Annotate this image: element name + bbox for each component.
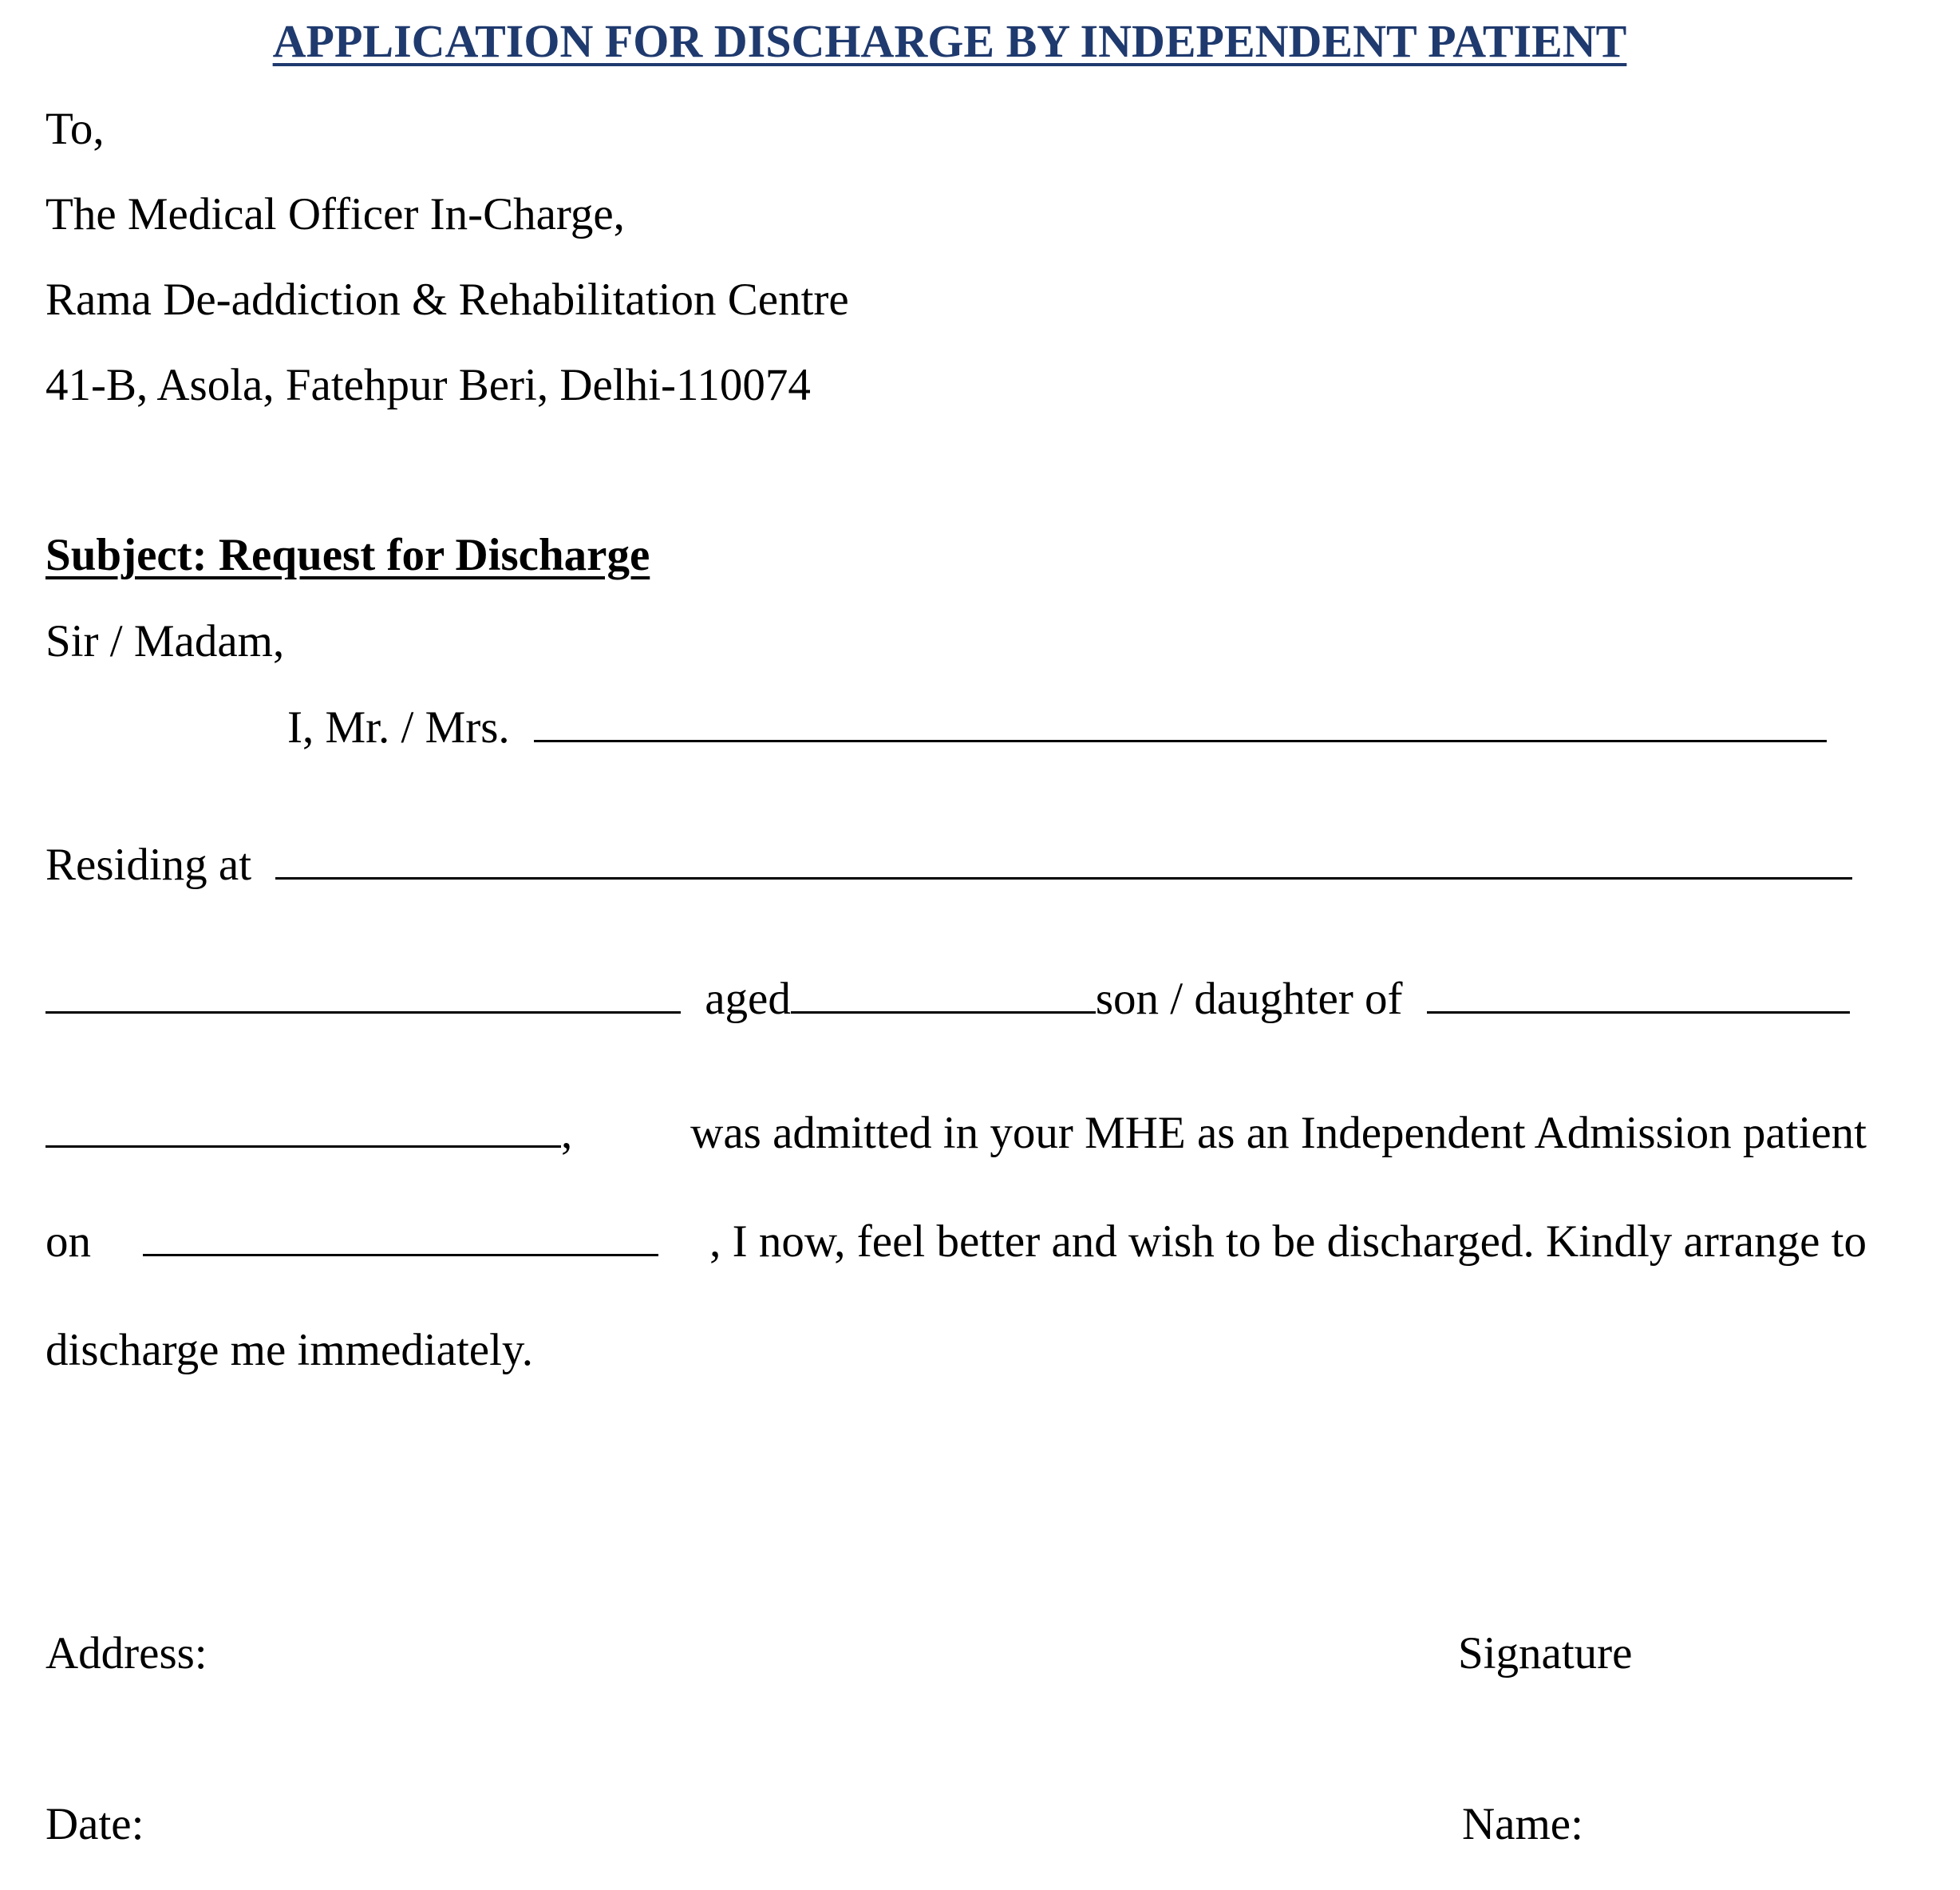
admission-row	[45, 1106, 1867, 1160]
addressee-officer: The Medical Officer In-Charge,	[45, 189, 625, 239]
aged-label: aged	[705, 974, 791, 1024]
salutation: Sir / Madam,	[45, 616, 285, 666]
closing-text: discharge me immediately.	[45, 1325, 533, 1375]
wish-text: , I now, feel better and wish to be discharged. Kindly arrange to	[709, 1216, 1867, 1267]
residence-continuation-field[interactable]	[45, 973, 681, 1014]
name-row	[287, 701, 1827, 755]
addressee-address: 41-B, Asola, Fatehpur Beri, Delhi-110074	[45, 360, 811, 410]
patient-name-field[interactable]	[534, 702, 1827, 742]
admission-date-field[interactable]	[143, 1216, 658, 1256]
admission-row-start	[45, 1106, 572, 1160]
date-label: Date:	[45, 1799, 144, 1849]
comma-label: ,	[561, 1108, 573, 1158]
residence-row	[45, 838, 1852, 892]
parent-name-continuation-field[interactable]	[45, 1107, 561, 1148]
age-relation-row	[45, 972, 1850, 1026]
signature-label: Signature	[1458, 1628, 1633, 1678]
addressee-to: To,	[45, 104, 105, 154]
address-label: Address:	[45, 1628, 207, 1678]
name-label: Name:	[1462, 1799, 1583, 1849]
on-label: on	[45, 1216, 91, 1267]
subject-line	[45, 528, 650, 583]
residence-field[interactable]	[275, 839, 1852, 880]
admission-date-row	[45, 1215, 1867, 1269]
admitted-text: was admitted in your MHE as an Independent Admission patient	[690, 1108, 1867, 1158]
residing-label: Residing at	[45, 840, 252, 890]
age-field[interactable]	[791, 973, 1096, 1014]
form-title: APPLICATION FOR DISCHARGE BY INDEPENDENT PATIENT	[272, 15, 1627, 67]
name-prefix-label: I, Mr. / Mrs.	[287, 702, 510, 753]
relation-label: son / daughter of	[1095, 974, 1403, 1024]
subject-text: Subject: Request for Discharge	[45, 530, 650, 580]
addressee-institution: Rama De-addiction & Rehabilitation Centre	[45, 275, 849, 325]
parent-name-field[interactable]	[1427, 973, 1850, 1014]
